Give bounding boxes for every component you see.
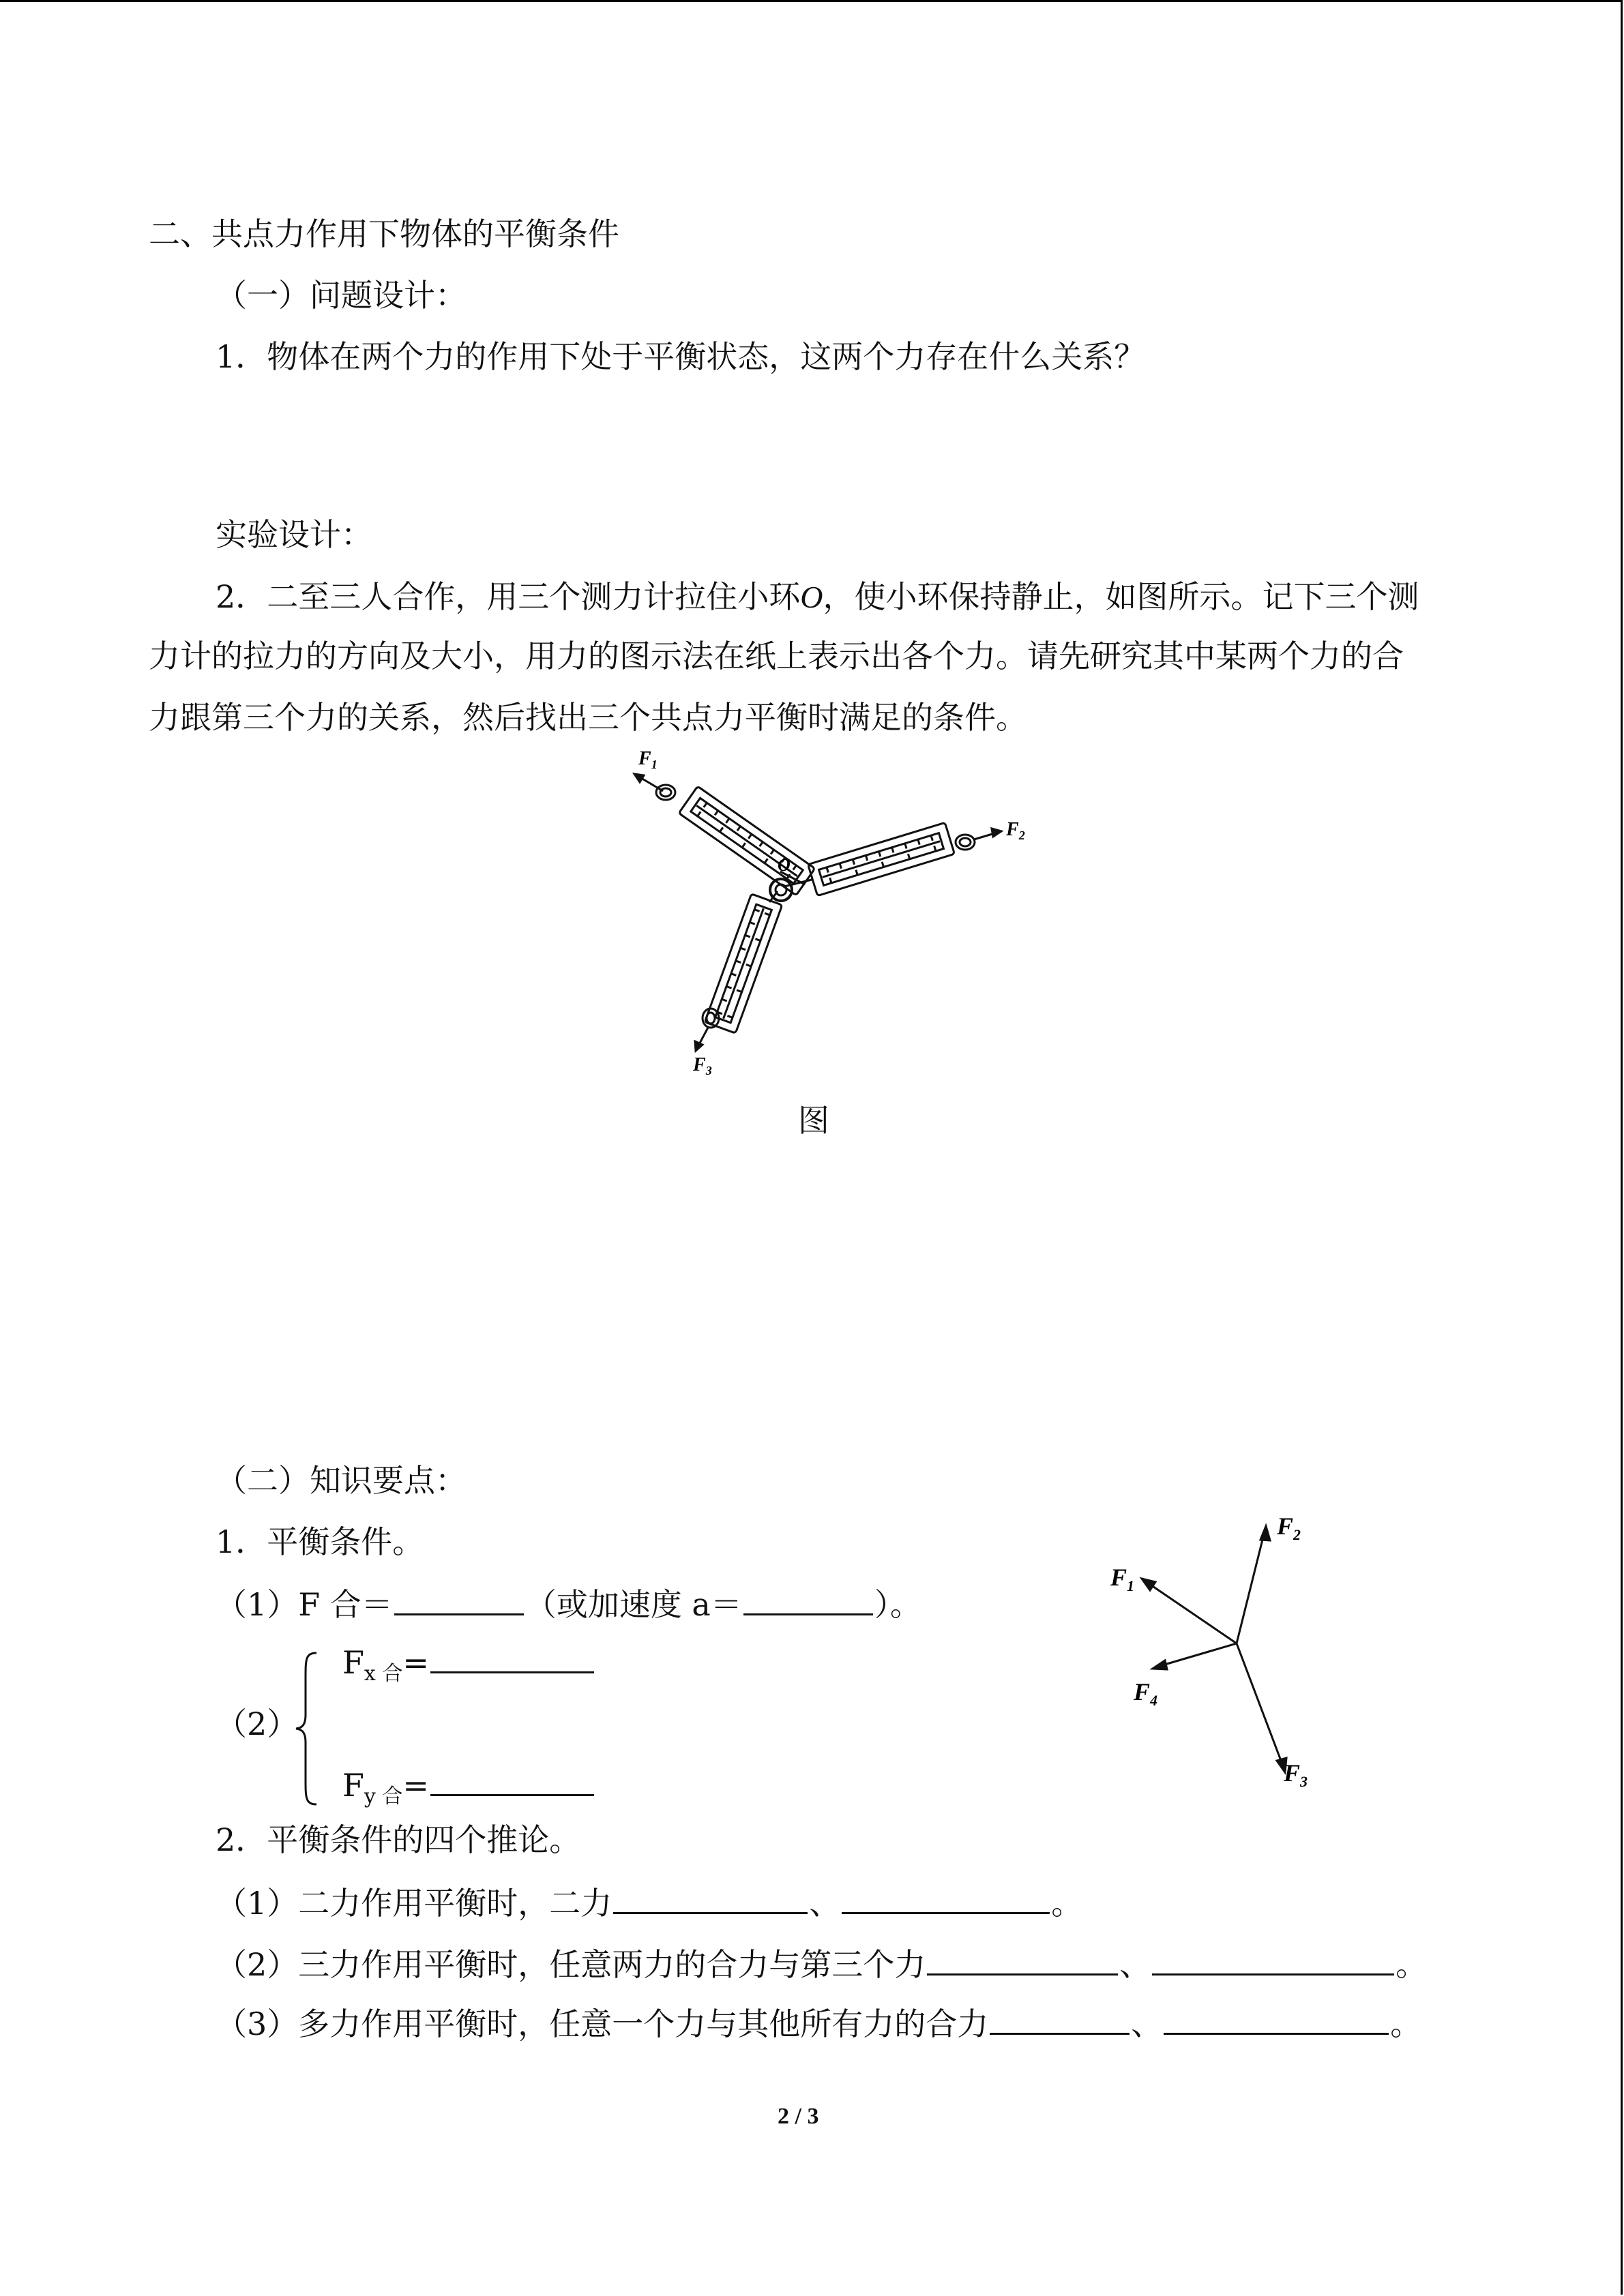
label-f1: $F_1$: [638, 748, 658, 771]
question-2-line-3: 力跟第三个力的关系，然后找出三个共点力平衡时满足的条件。: [149, 699, 1027, 736]
inference-1-blank-a[interactable]: [613, 1885, 808, 1914]
experiment-label: 实验设计：: [216, 516, 372, 553]
fy-equals: =: [402, 1767, 429, 1804]
inference-2: [216, 1945, 1427, 1984]
fx-blank[interactable]: [430, 1644, 594, 1673]
question-2-line-1: [216, 578, 1419, 616]
inference-3: [216, 2005, 1421, 2043]
f2-arrowhead: [992, 829, 1001, 837]
f2-vector-head: [1260, 1526, 1270, 1540]
inference-3-blank-a[interactable]: [990, 2006, 1130, 2035]
fx-equation: [342, 1643, 595, 1686]
f1-hook-ring: [656, 785, 675, 800]
inference-1-prefix: （1）二力作用平衡时，二力: [216, 1885, 612, 1922]
knowledge-label: （二）知识要点：: [216, 1462, 467, 1499]
spring-scale-2: [808, 822, 955, 895]
label-o: O: [778, 855, 791, 875]
f4-vector: [1155, 1643, 1237, 1667]
inference-1-end: 。: [1051, 1885, 1083, 1922]
spring-scale-figure: [614, 740, 1023, 1081]
inference-3-prefix: （3）多力作用平衡时，任意一个力与其他所有力的合力: [216, 2006, 989, 2042]
label-f2: $F_2$: [1006, 819, 1025, 842]
f3-vector: [1237, 1643, 1284, 1770]
f2-vector: [1237, 1529, 1265, 1643]
label-f1-vector: $F_1$: [1110, 1564, 1135, 1594]
inference-2-blank-b[interactable]: [1152, 1946, 1394, 1976]
four-forces-figure: [1105, 1507, 1323, 1800]
label-f3: $F_3$: [693, 1054, 712, 1077]
fx-symbol: F: [342, 1644, 364, 1681]
question-2-text: 2．二至三人合作，用三个测力计拉住小环: [216, 578, 801, 615]
section-heading: 二、共点力作用下物体的平衡条件: [149, 215, 619, 252]
ring-o-inner: [776, 884, 786, 895]
inference-2-prefix: （2）三力作用平衡时，任意两力的合力与第三个力: [216, 1946, 926, 1983]
f1-hook-ring-inner: [660, 788, 671, 796]
f2-hook-ring: [956, 835, 975, 850]
f3-hook-ring-inner: [707, 1013, 715, 1024]
inference-2-blank-a[interactable]: [927, 1946, 1118, 1976]
inference-1-sep: 、: [809, 1885, 841, 1922]
question-2-line-2: 力计的拉力的方向及大小，用力的图示法在纸上表示出各个力。请先研究其中某两个力的合: [149, 638, 1404, 674]
f1-vector: [1145, 1581, 1237, 1643]
condition-1-end: ）。: [874, 1586, 921, 1623]
f1-vector-head: [1142, 1579, 1155, 1590]
figure-caption: 图: [798, 1102, 829, 1139]
question-2-text-end: ，使小环保持静止，如图所示。记下三个测: [823, 578, 1419, 615]
fy-equation: [342, 1766, 595, 1809]
inference-1-blank-b[interactable]: [842, 1885, 1050, 1914]
fx-subscript: x 合: [364, 1662, 403, 1686]
condition-2-label: （2）: [216, 1705, 299, 1742]
item-2-heading: 2．平衡条件的四个推论。: [216, 1821, 581, 1858]
brace-icon: [293, 1650, 321, 1807]
label-f2-vector: $F_2$: [1277, 1512, 1301, 1543]
f4-vector-head: [1153, 1660, 1167, 1669]
inference-2-end: 。: [1396, 1946, 1428, 1983]
problem-design-label: （一）问题设计：: [216, 277, 467, 314]
f1-arrowhead: [634, 774, 644, 782]
label-f4-vector: $F_4$: [1134, 1678, 1158, 1709]
condition-1-prefix: （1）F 合＝: [216, 1586, 393, 1623]
f2-hook-ring-inner: [960, 838, 971, 846]
fy-symbol: F: [342, 1767, 364, 1804]
inference-2-sep: 、: [1119, 1946, 1151, 1983]
label-f3-vector: $F_3$: [1284, 1759, 1308, 1790]
inference-3-sep: 、: [1131, 2006, 1163, 2042]
fy-blank[interactable]: [430, 1767, 594, 1796]
net-force-blank[interactable]: [394, 1586, 524, 1615]
inference-1: [216, 1884, 1082, 1922]
page-number: 2 / 3: [778, 2104, 819, 2129]
fx-equals: =: [402, 1644, 429, 1681]
condition-1: [216, 1585, 921, 1624]
inference-3-blank-b[interactable]: [1164, 2006, 1389, 2035]
inference-3-end: 。: [1390, 2006, 1422, 2042]
acceleration-blank[interactable]: [743, 1586, 873, 1615]
question-1: 1．物体在两个力的作用下处于平衡状态，这两个力存在什么关系？: [216, 338, 1146, 375]
condition-1-mid: （或加速度 a＝: [525, 1586, 742, 1623]
fy-subscript: y 合: [364, 1785, 403, 1808]
item-1-heading: 1．平衡条件。: [216, 1523, 424, 1560]
ring-o-symbol: O: [800, 580, 823, 614]
f3-arrowhead: [695, 1041, 703, 1051]
